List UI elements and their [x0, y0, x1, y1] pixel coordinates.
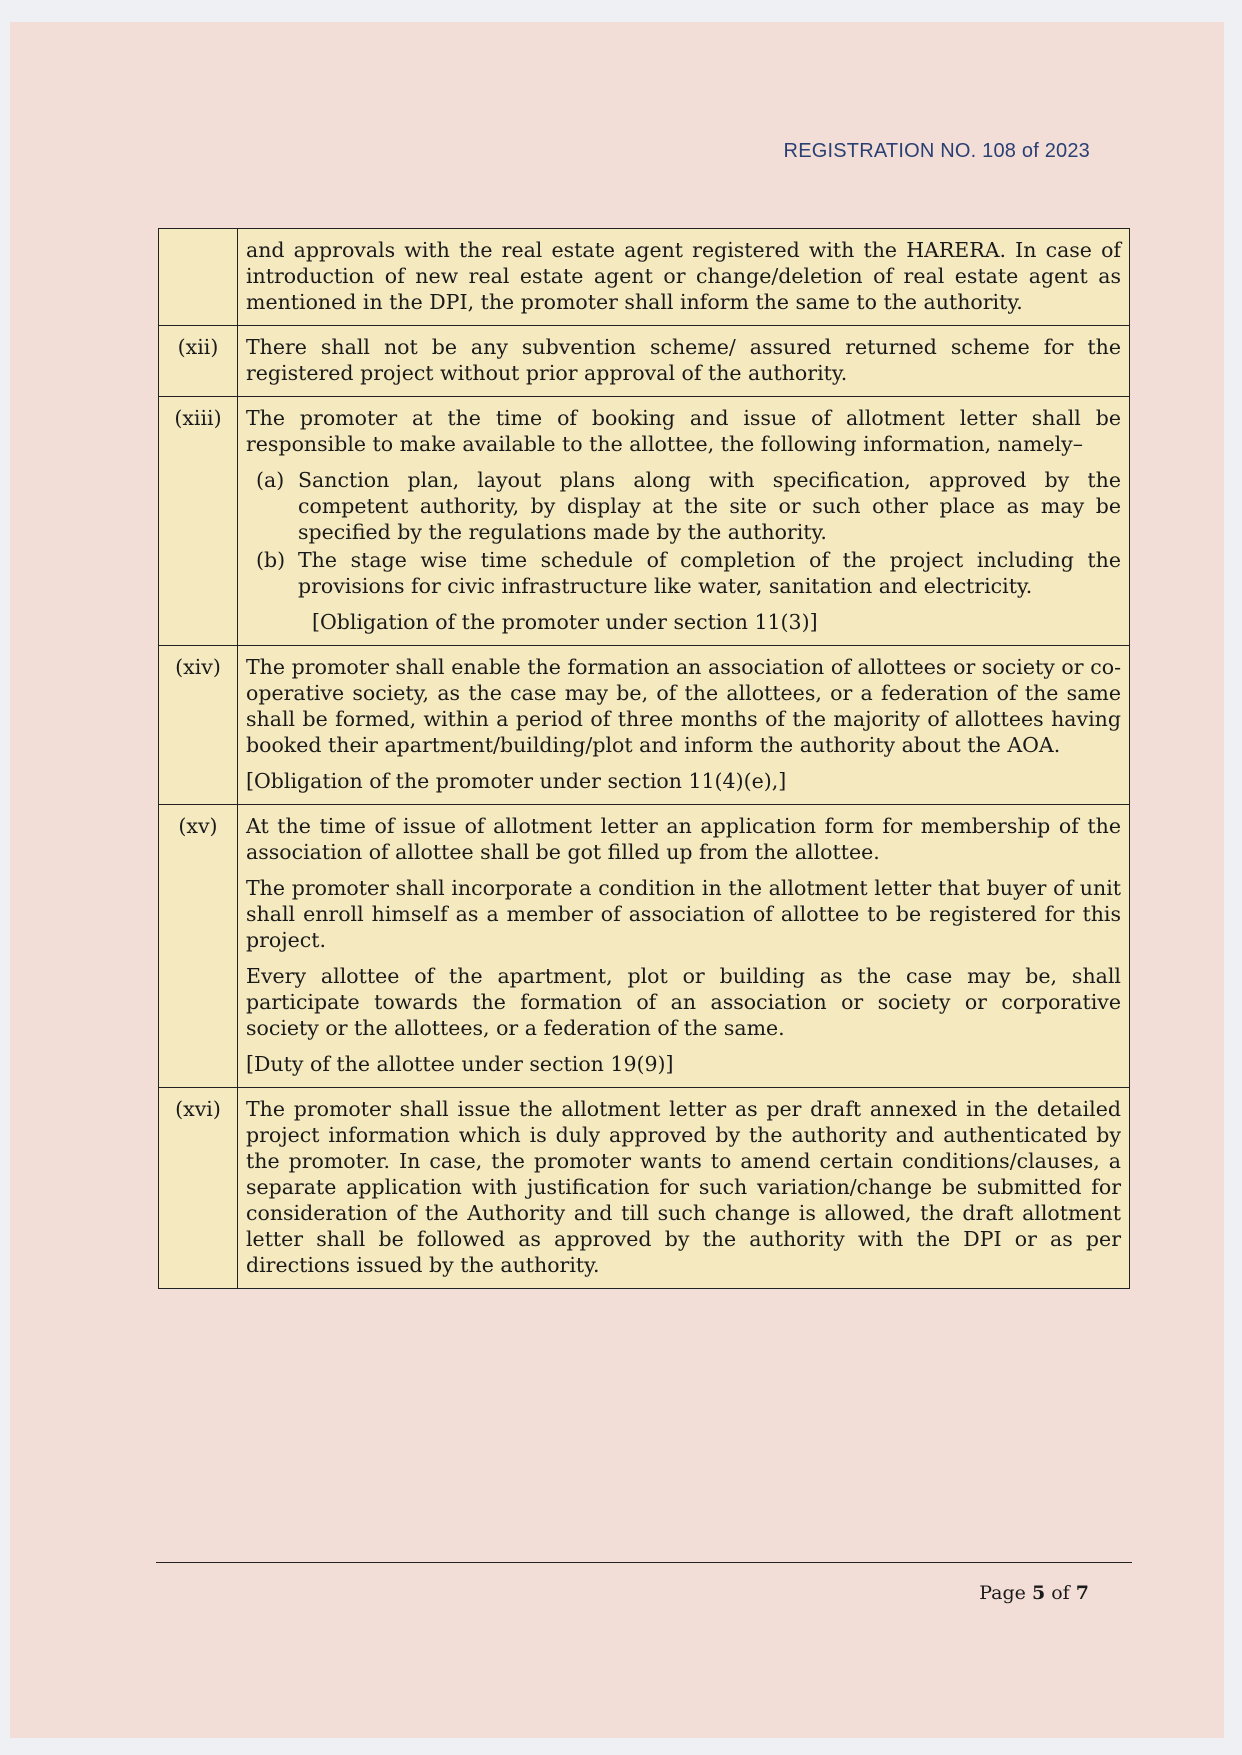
- paragraph: The promoter shall issue the allotment letter as per draft annexed in the detailed project information which is duly approved by the authority and authenticated by the promoter. In case, the promoter wants to amend certain conditions/clauses, a separate application with justification for such variation/change be submitted for consideration of the Authority and till such change is allowed, the draft allotment letter shall be followed as approved by the authority with the DPI or as per directions issued by the authority.: [246, 1097, 1121, 1277]
- clause-text: [238, 805, 1130, 1088]
- table-row: [159, 1088, 1130, 1289]
- clause-number: [159, 229, 238, 326]
- paragraph: There shall not be any subvention scheme/ assured returned scheme for the registered project without prior approval of the authority.: [246, 335, 1121, 385]
- clause-text: [238, 1088, 1130, 1289]
- paragraph: At the time of issue of allotment letter an application form for membership of the association of allottee shall be got filled up from the allottee.: [246, 814, 1121, 864]
- list-item: [256, 467, 1121, 545]
- clauses-table: [158, 228, 1130, 1289]
- of-label: of: [1051, 1582, 1070, 1604]
- obligation-note: [Obligation of the promoter under section 11(3)]: [312, 610, 818, 634]
- clause-number: (xii): [159, 326, 238, 397]
- item-text: Sanction plan, layout plans along with specification, approved by the competent authority, by display at the site or such other place as may be specified by the regulations made by the authority.: [298, 468, 1121, 544]
- current-page: 5: [1031, 1582, 1046, 1604]
- list-item: [256, 547, 1121, 599]
- clause-number: (xv): [159, 805, 238, 1088]
- item-marker: (a): [256, 468, 285, 492]
- paragraph: The promoter shall enable the formation an association of allottees or society or co-operative society, as the case may be, of the allottees, or a federation of the same shall be formed, within a period of three months of the majority of allottees having booked their apartment/building/plot and inform the authority about the AOA.: [246, 655, 1121, 757]
- document-page: [10, 22, 1224, 1738]
- paragraph: and approvals with the real estate agent registered with the HARERA. In case of introduction of new real estate agent or change/deletion of real estate agent as mentioned in the DPI, the promoter shall inform the same to the authority.: [246, 238, 1121, 314]
- table-row: [159, 397, 1130, 646]
- item-marker: (b): [256, 548, 286, 572]
- total-pages: 7: [1075, 1582, 1089, 1604]
- footer-divider: [156, 1562, 1132, 1563]
- page-label: Page: [979, 1582, 1026, 1604]
- sub-item-list: [246, 467, 1121, 599]
- clause-number: (xiii): [159, 397, 238, 646]
- table-row: [159, 326, 1130, 397]
- obligation-note: [Duty of the allottee under section 19(9)]: [246, 1052, 674, 1076]
- clause-number: (xiv): [159, 646, 238, 805]
- table-row: [159, 805, 1130, 1088]
- clause-text: [238, 397, 1130, 646]
- clause-number: (xvi): [159, 1088, 238, 1289]
- obligation-note: [Obligation of the promoter under section 11(4)(e),]: [246, 769, 787, 793]
- clause-text: [238, 229, 1130, 326]
- item-text: The stage wise time schedule of completion of the project including the provisions for civic infrastructure like water, sanitation and electricity.: [298, 548, 1121, 598]
- registration-number: REGISTRATION NO. 108 of 2023: [783, 140, 1090, 162]
- paragraph: The promoter at the time of booking and issue of allotment letter shall be responsible to make available to the allottee, the following information, namely–: [246, 406, 1121, 456]
- clause-text: [238, 326, 1130, 397]
- paragraph: The promoter shall incorporate a condition in the allotment letter that buyer of unit shall enroll himself as a member of association of allottee to be registered for this project.: [246, 876, 1121, 952]
- clause-text: [238, 646, 1130, 805]
- paragraph: Every allottee of the apartment, plot or building as the case may be, shall participate towards the formation of an association or society or corporative society or the allottees, or a federation of the same.: [246, 964, 1121, 1040]
- table-row: [159, 229, 1130, 326]
- page-number: [979, 1582, 1089, 1604]
- table-row: [159, 646, 1130, 805]
